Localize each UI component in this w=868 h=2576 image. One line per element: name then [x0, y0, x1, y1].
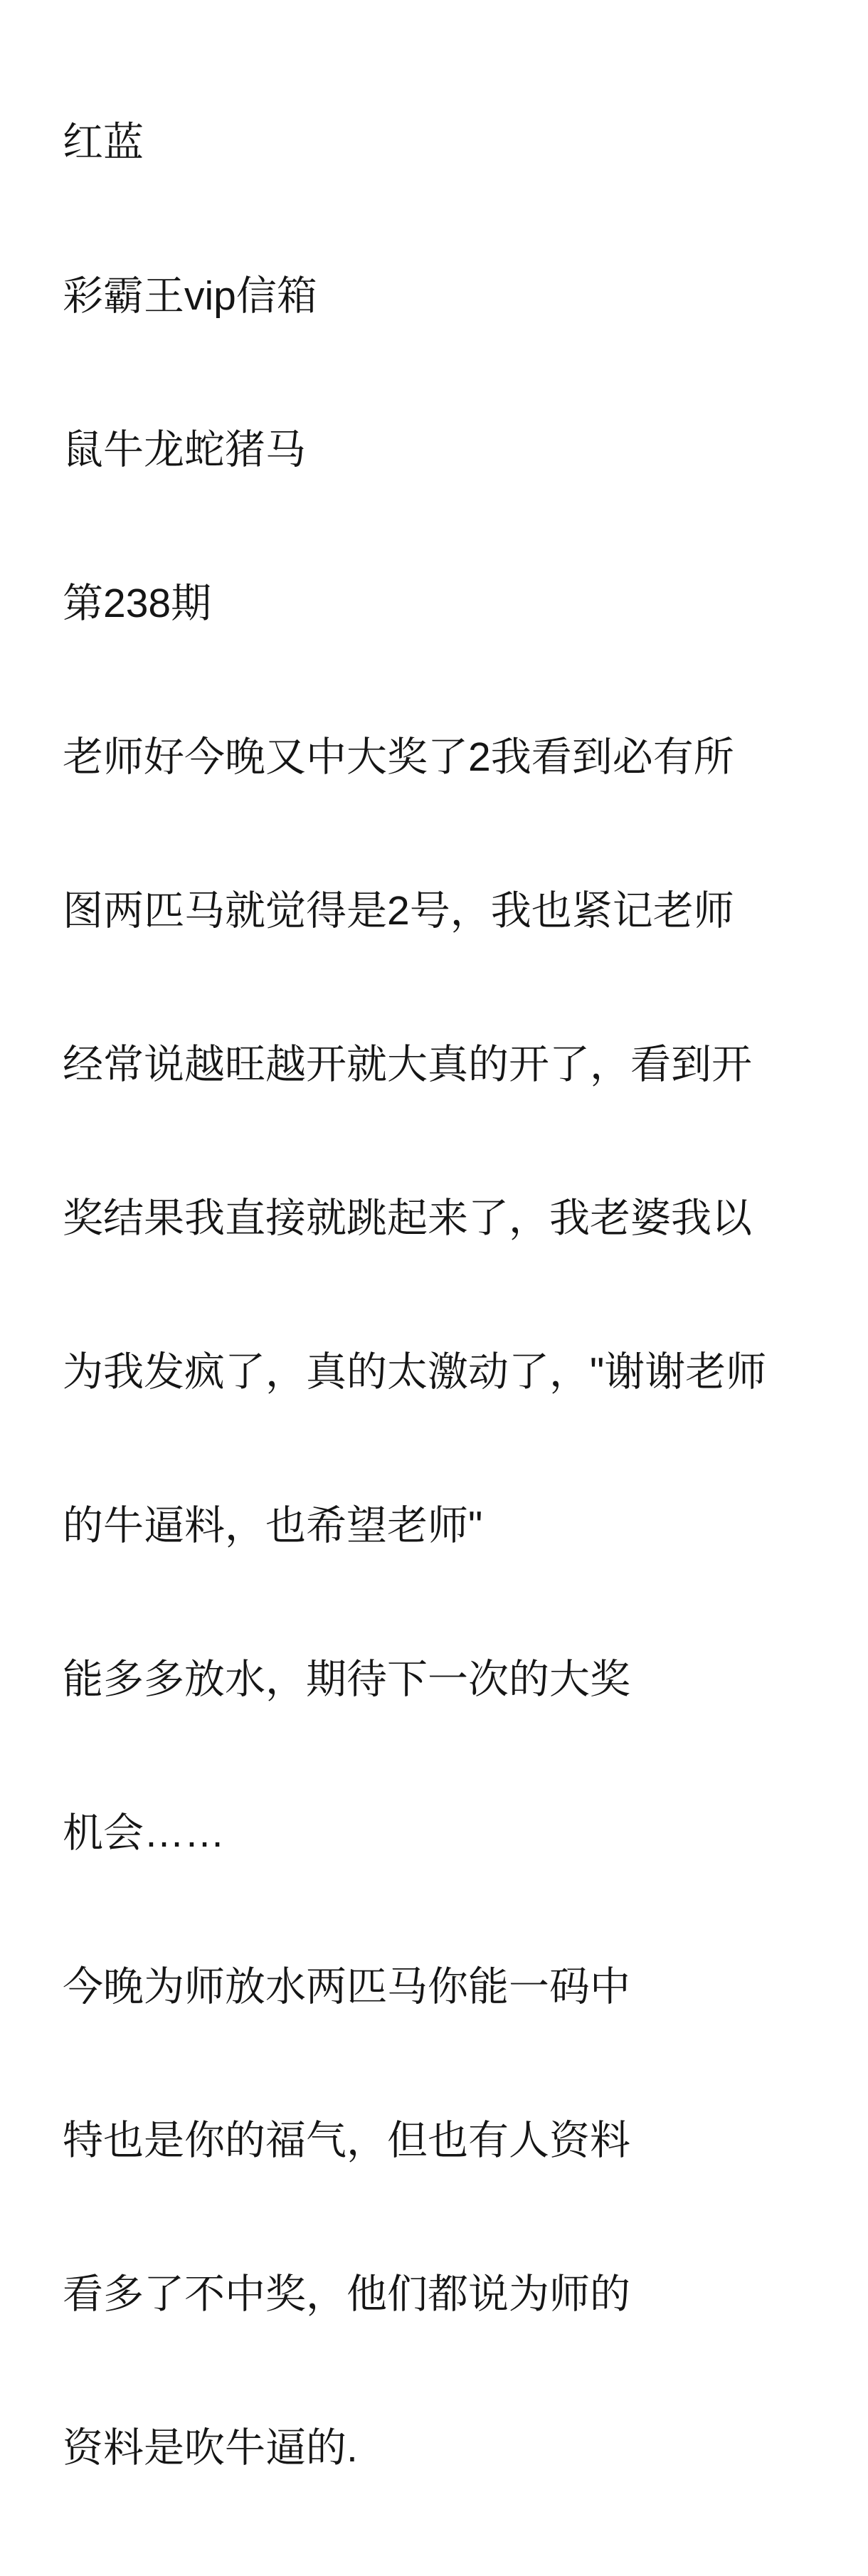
body-line-3: 经常说越旺越开就大真的开了，看到开	[63, 1042, 752, 1087]
body-line-6: 的牛逼料，也希望老师"	[63, 1503, 483, 1548]
body-line-8: 机会……	[63, 1810, 225, 1856]
body-line-12: 资料是吹牛逼的.	[63, 2425, 358, 2471]
title-line-1: 红蓝	[63, 120, 144, 165]
body-line-7: 能多多放水，期待下一次的大奖	[63, 1657, 630, 1702]
title-line-2: 彩霸王vip信箱	[63, 273, 317, 319]
issue-number-line: 第238期	[63, 581, 212, 626]
body-line-11: 看多了不中奖，他们都说为师的	[63, 2271, 630, 2317]
body-line-1: 老师好今晚又中大奖了2我看到必有所	[63, 734, 734, 780]
document-text	[63, 14, 805, 2576]
body-line-9: 今晚为师放水两匹马你能一码中	[63, 1964, 630, 2010]
body-line-10: 特也是你的福气，但也有人资料	[63, 2118, 630, 2163]
title-line-3: 鼠牛龙蛇猪马	[63, 427, 306, 473]
body-line-2: 图两匹马就觉得是2号，我也紧记老师	[63, 888, 734, 934]
body-line-4: 奖结果我直接就跳起来了，我老婆我以	[63, 1195, 752, 1241]
body-line-5: 为我发疯了，真的太激动了，"谢谢老师	[63, 1349, 767, 1395]
